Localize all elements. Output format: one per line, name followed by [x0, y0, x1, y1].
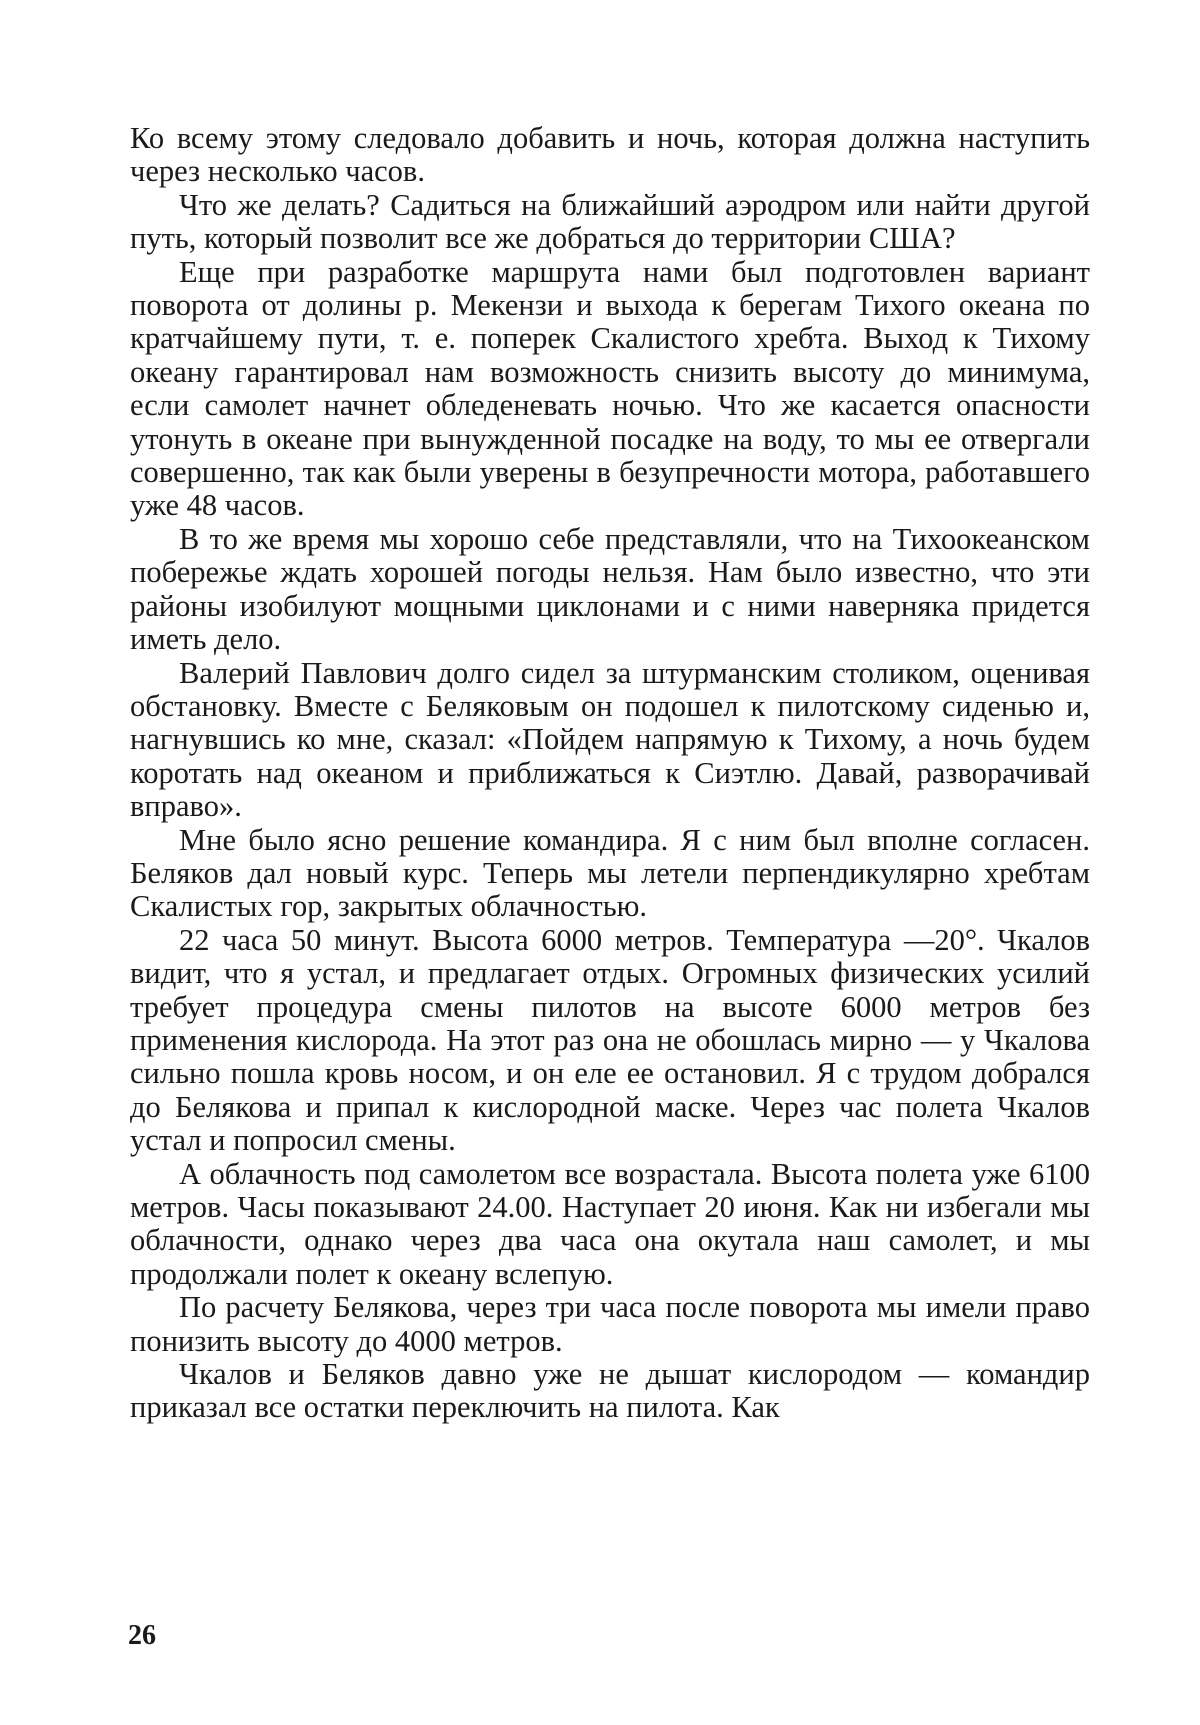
page-body	[130, 122, 1090, 1425]
page-number: 26	[128, 1620, 156, 1652]
paragraph-5: Валерий Павлович долго сидел за штурманским столиком, оценивая обстановку. Вместе с Беляковым он подошел к пилотскому сиденью и, нагнувшись ко мне, сказал: «Пойдем напрямую к Тихому, а ночь будем коротать над океаном и приближаться к Сиэтлю. Давай, разворачивай вправо».	[130, 657, 1090, 824]
paragraph-8: А облачность под самолетом все возрастала. Высота полета уже 6100 метров. Часы показывают 24.00. Наступает 20 июня. Как ни избегали мы облачности, однако через два часа она окутала наш самолет, и мы продолжали полет к океану вслепую.	[130, 1158, 1090, 1292]
paragraph-1: Ко всему этому следовало добавить и ночь, которая должна наступить через несколько часов.	[130, 122, 1090, 189]
paragraph-2: Что же делать? Садиться на ближайший аэродром или найти другой путь, который позволит все же добраться до территории США?	[130, 189, 1090, 256]
paragraph-4: В то же время мы хорошо себе представляли, что на Тихоокеанском побережье ждать хорошей погоды нельзя. Нам было известно, что эти районы изобилуют мощными циклонами и с ними наверняка придется иметь дело.	[130, 523, 1090, 657]
paragraph-6: Мне было ясно решение командира. Я с ним был вполне согласен. Беляков дал новый курс. Теперь мы летели перпендикулярно хребтам Скалистых гор, закрытых облачностью.	[130, 824, 1090, 924]
paragraph-10: Чкалов и Беляков давно уже не дышат кислородом — командир приказал все остатки переключить на пилота. Как	[130, 1358, 1090, 1425]
paragraph-9: По расчету Белякова, через три часа после поворота мы имели право понизить высоту до 4000 метров.	[130, 1291, 1090, 1358]
paragraph-7: 22 часа 50 минут. Высота 6000 метров. Температура —20°. Чкалов видит, что я устал, и предлагает отдых. Огромных физических усилий требует процедура смены пилотов на высоте 6000 метров без применения кислорода. На этот раз она не обошлась мирно — у Чкалова сильно пошла кровь носом, и он еле ее остановил. Я с трудом добрался до Белякова и припал к кислородной маске. Через час полета Чкалов устал и попросил смены.	[130, 924, 1090, 1158]
paragraph-3: Еще при разработке маршрута нами был подготовлен вариант поворота от долины р. Мекензи и выхода к берегам Тихого океана по кратчайшему пути, т. е. поперек Скалистого хребта. Выход к Тихому океану гарантировал нам возможность снизить высоту до минимума, если самолет начнет обледеневать ночью. Что же касается опасности утонуть в океане при вынужденной посадке на воду, то мы ее отвергали совершенно, так как были уверены в безупречности мотора, работавшего уже 48 часов.	[130, 256, 1090, 523]
